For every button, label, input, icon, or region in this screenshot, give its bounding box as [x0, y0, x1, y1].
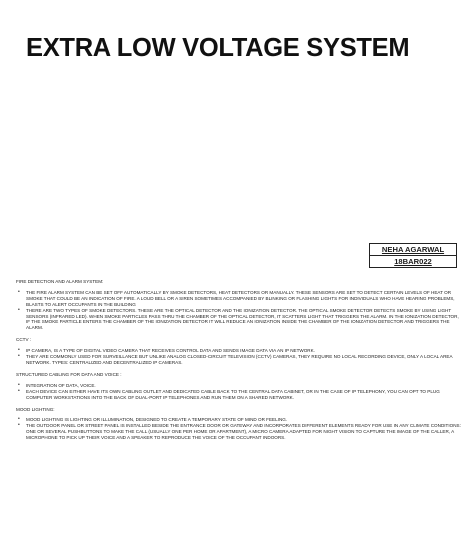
document-body [16, 279, 462, 447]
list-item: • MOOD LIGHTING IS LIGHTING OR ILLUMINATION, DESIGNED TO CREATE A TEMPORARY STATE OF MIND OR FEELING. [26, 417, 462, 423]
list-item: • IP CAMERA, IS A TYPE OF DIGITAL VIDEO CAMERA THAT RECEIVES CONTROL DATA AND SENDS IMAGE DATA VIA AN IP NETWORK. [26, 348, 462, 354]
section-heading-mood: MOOD LIGHTING: [16, 406, 55, 412]
list-item: • THERE ARE TWO TYPES OF SMOKE DETECTORS. THESE ARE THE OPTICAL DETECTOR AND THE IONIZATION DETECTOR. THE OPTICAL SMOKE DETECTOR DETECTS SMOKE BY USING LIGHT SENSORS (INFRARED LED). WHEN SMOKE PARTICLES PASS THRU THE CHAMBER OF THE OPTICAL DETECTOR, IT SCATTERS LIGHT THAT TRIGGERS THE ALARM. IN THE IONIZATION DETECTOR, IF THE SMOKE PARTICLE ENTERS THE CHAMBER OF THE IONIZATION DETECTOR IT WILL REDUCE AN IONIZATION INSIDE THE CHAMBER OF THE IONIZATION DETECTOR AND TRIGGERS THE ALARM. [26, 308, 462, 332]
list-item: • THEY ARE COMMONLY USED FOR SURVEILLANCE BUT UNLIKE ANALOG CLOSED-CIRCUIT TELEVISION (CCTV) CAMERAS, THEY REQUIRE NO LOCAL RECORDING DEVICE, ONLY A LOCAL AREA NETWORK. TYPES: CENTRALIZED AND DECENTRALIZED IP CAMERAS. [26, 354, 462, 366]
cabling-bullet-list [16, 383, 462, 401]
cctv-bullet-list [16, 348, 462, 366]
author-box [369, 243, 457, 268]
fire-bullet-list [16, 290, 462, 331]
section-heading-fire: FIRE DETECTION AND ALARM SYSTEM: [16, 279, 104, 284]
list-item: • INTEGRATION OF DATA, VOICE. [26, 383, 462, 389]
author-roll: 18BAR022 [370, 256, 457, 268]
section-heading-cctv: CCTV : [16, 337, 32, 343]
mood-bullet-list [16, 417, 462, 441]
section-heading-cabling: STRUCTURED CABLING FOR DATA AND VOICE : [16, 371, 122, 377]
page-title: EXTRA LOW VOLTAGE SYSTEM [26, 34, 410, 62]
list-item: • THE FIRE ALARM SYSTEM CAN BE SET OFF AUTOMATICALLY BY SMOKE DETECTORS, HEAT DETECTORS OR MANUALLY. THESE SENSORS ARE SET TO DETECT CERTAIN LEVELS OF HEAT OR SMOKE THAT COULD BE AN INDICATION OF FIRE. A LOUD BELL OR A SIREN SOMETIMES ACCOMPANIED BY BLINKING OR FLASHING LIGHTS FOR INDIVIDUALS WHO HAVE HEARING PROBLEMS, BLASTS TO ALERT OCCUPANTS IN THE BUILDING [26, 290, 462, 308]
list-item: • EACH DEVICE CAN EITHER HAVE ITS OWN CABLING OUTLET AND DEDICATED CABLE BACK TO THE CENTRAL DATA CABINET, OR IN THE CASE OF IP TELEPHONY, YOU CAN OPT TO PLUG COMPUTER WORKSTATIONS INTO THE BACK OF DUAL-PORT IP TELEPHONES AND RUN THEM ON A SHARED NETWORK. [26, 389, 462, 401]
author-name: NEHA AGARWAL [370, 244, 457, 256]
list-item: • THE OUTDOOR PANEL OR STREET PANEL IS INSTALLED BESIDE THE ENTRANCE DOOR OR GATEWAY AND INCORPORATES DIFFERENT ELEMENTS READY FOR USE IN ANY CLIMATE CONDITIONS: ONE OR SEVERAL PUSHBUTTONS TO MAKE THE CALL (USUALLY ONE PER HOME OR APARTMENT), A MICRO CAMERA ADAPTED FOR NIGHT VISION TO CAPTURE THE IMAGE OF THE CALLER, A MICROPHONE TO PICK UP THEIR VOICE AND A SPEAKER TO REPRODUCE THE VOICE OF THE OCCUPANT INDOORS. [26, 423, 462, 441]
